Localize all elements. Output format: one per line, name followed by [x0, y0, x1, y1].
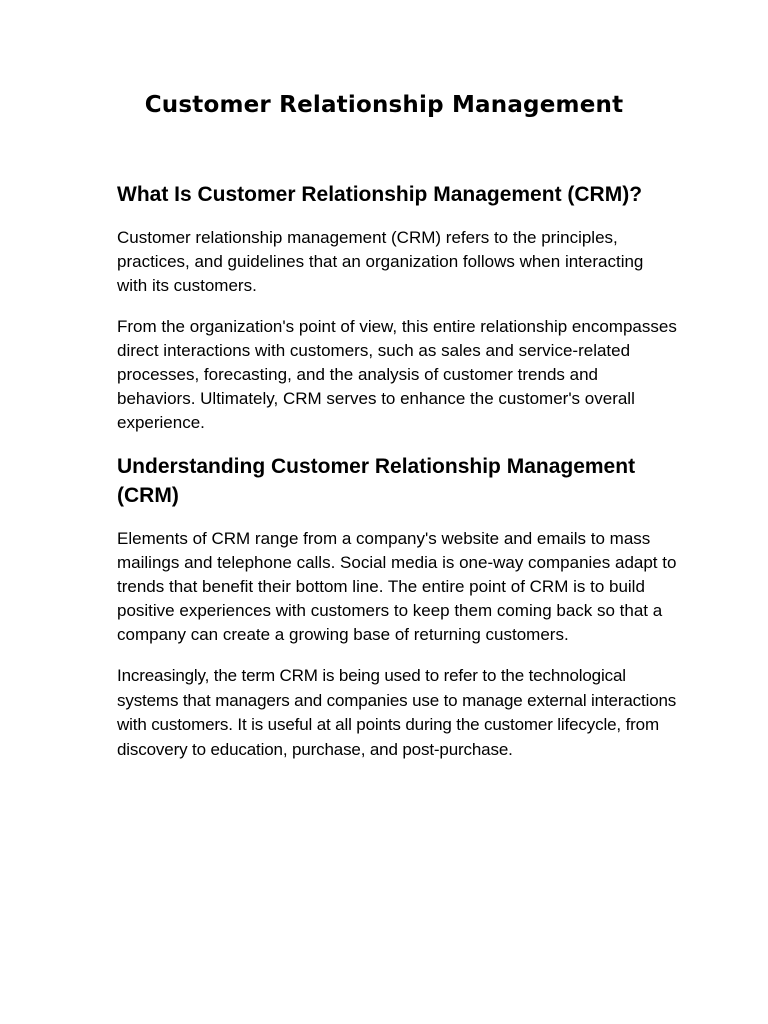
- document-body: [117, 180, 677, 779]
- section-heading: What Is Customer Relationship Management (CRM)?: [117, 183, 643, 206]
- section-heading: Understanding Customer Relationship Management (CRM): [117, 455, 636, 507]
- paragraph: Customer relationship management (CRM) refers to the principles, practices, and guidelines that an organization follows when interacting with its customers.: [117, 228, 644, 295]
- paragraph: Elements of CRM range from a company's website and emails to mass mailings and telephone calls. Social media is one-way companies adapt to trends that benefit their bottom line. The entire point of CRM is to build positive experiences with customers to keep them coming back so that a company can create a growing base of returning customers.: [117, 529, 677, 644]
- section-understanding-crm: [117, 452, 677, 762]
- section-what-is-crm: [117, 180, 677, 435]
- paragraph: From the organization's point of view, this entire relationship encompasses direct interactions with customers, such as sales and service-related processes, forecasting, and the analysis of customer trends and behaviors. Ultimately, CRM serves to enhance the customer's overall experience.: [117, 317, 677, 432]
- paragraph: Increasingly, the term CRM is being used to refer to the technological systems that managers and companies use to manage external interactions with customers. It is useful at all points during the customer lifecycle, from discovery to education, purchase, and post-purchase.: [117, 666, 677, 759]
- document-title: Customer Relationship Management: [144, 92, 624, 118]
